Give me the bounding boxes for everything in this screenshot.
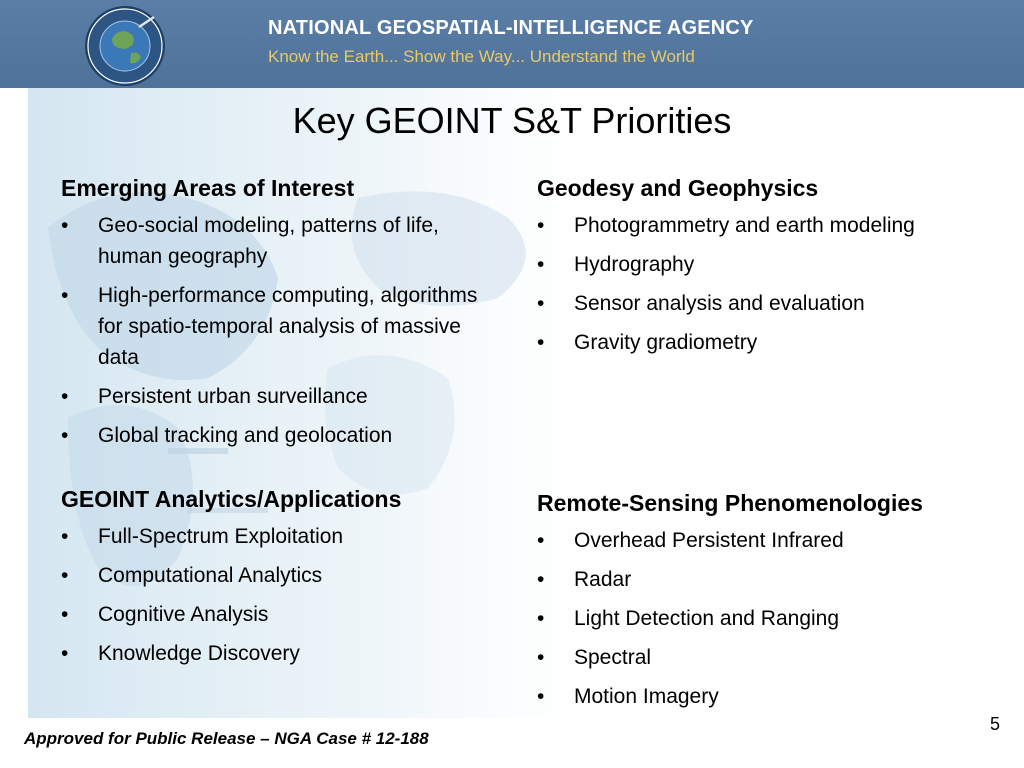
section-geodesy-geophysics bbox=[537, 175, 937, 366]
bullet-list bbox=[61, 521, 501, 669]
list-item: • Light Detection and Ranging bbox=[537, 603, 1017, 634]
slide-title: Key GEOINT S&T Priorities bbox=[292, 100, 732, 141]
list-item: • Persistent urban surveillance bbox=[61, 381, 481, 412]
list-item: • Overhead Persistent Infrared bbox=[537, 525, 1017, 556]
bullet-list bbox=[537, 525, 1017, 712]
page-number: 5 bbox=[990, 714, 1001, 734]
section-heading: Remote-Sensing Phenomenologies bbox=[537, 490, 923, 516]
list-item: • Spectral bbox=[537, 642, 1017, 673]
list-item: • Motion Imagery bbox=[537, 681, 1017, 712]
section-geoint-analytics bbox=[61, 486, 501, 677]
list-item: • Radar bbox=[537, 564, 1017, 595]
section-emerging-areas bbox=[61, 175, 481, 459]
list-item: • Photogrammetry and earth modeling bbox=[537, 210, 937, 241]
list-item: • High-performance computing, algorithms for spatio-temporal analysis of massive data bbox=[61, 280, 481, 373]
release-note: Approved for Public Release – NGA Case # 12-188 bbox=[24, 729, 429, 748]
header-banner bbox=[0, 0, 1024, 88]
bullet-list bbox=[537, 210, 937, 358]
list-item: • Sensor analysis and evaluation bbox=[537, 288, 937, 319]
list-item: • Computational Analytics bbox=[61, 560, 501, 591]
agency-name: NATIONAL GEOSPATIAL-INTELLIGENCE AGENCY bbox=[268, 17, 754, 39]
list-item: • Knowledge Discovery bbox=[61, 638, 501, 669]
list-item: • Geo-social modeling, patterns of life, human geography bbox=[61, 210, 481, 272]
list-item: • Global tracking and geolocation bbox=[61, 420, 481, 451]
list-item: • Hydrography bbox=[537, 249, 937, 280]
section-heading: Emerging Areas of Interest bbox=[61, 175, 355, 201]
agency-tagline: Know the Earth... Show the Way... Understand the World bbox=[268, 47, 695, 66]
section-heading: Geodesy and Geophysics bbox=[537, 175, 819, 201]
section-heading: GEOINT Analytics/Applications bbox=[61, 486, 402, 512]
section-remote-sensing bbox=[537, 490, 1017, 720]
bullet-list bbox=[61, 210, 481, 451]
list-item: • Gravity gradiometry bbox=[537, 327, 937, 358]
list-item: • Cognitive Analysis bbox=[61, 599, 501, 630]
nga-seal-logo bbox=[84, 5, 166, 87]
list-item: • Full-Spectrum Exploitation bbox=[61, 521, 501, 552]
